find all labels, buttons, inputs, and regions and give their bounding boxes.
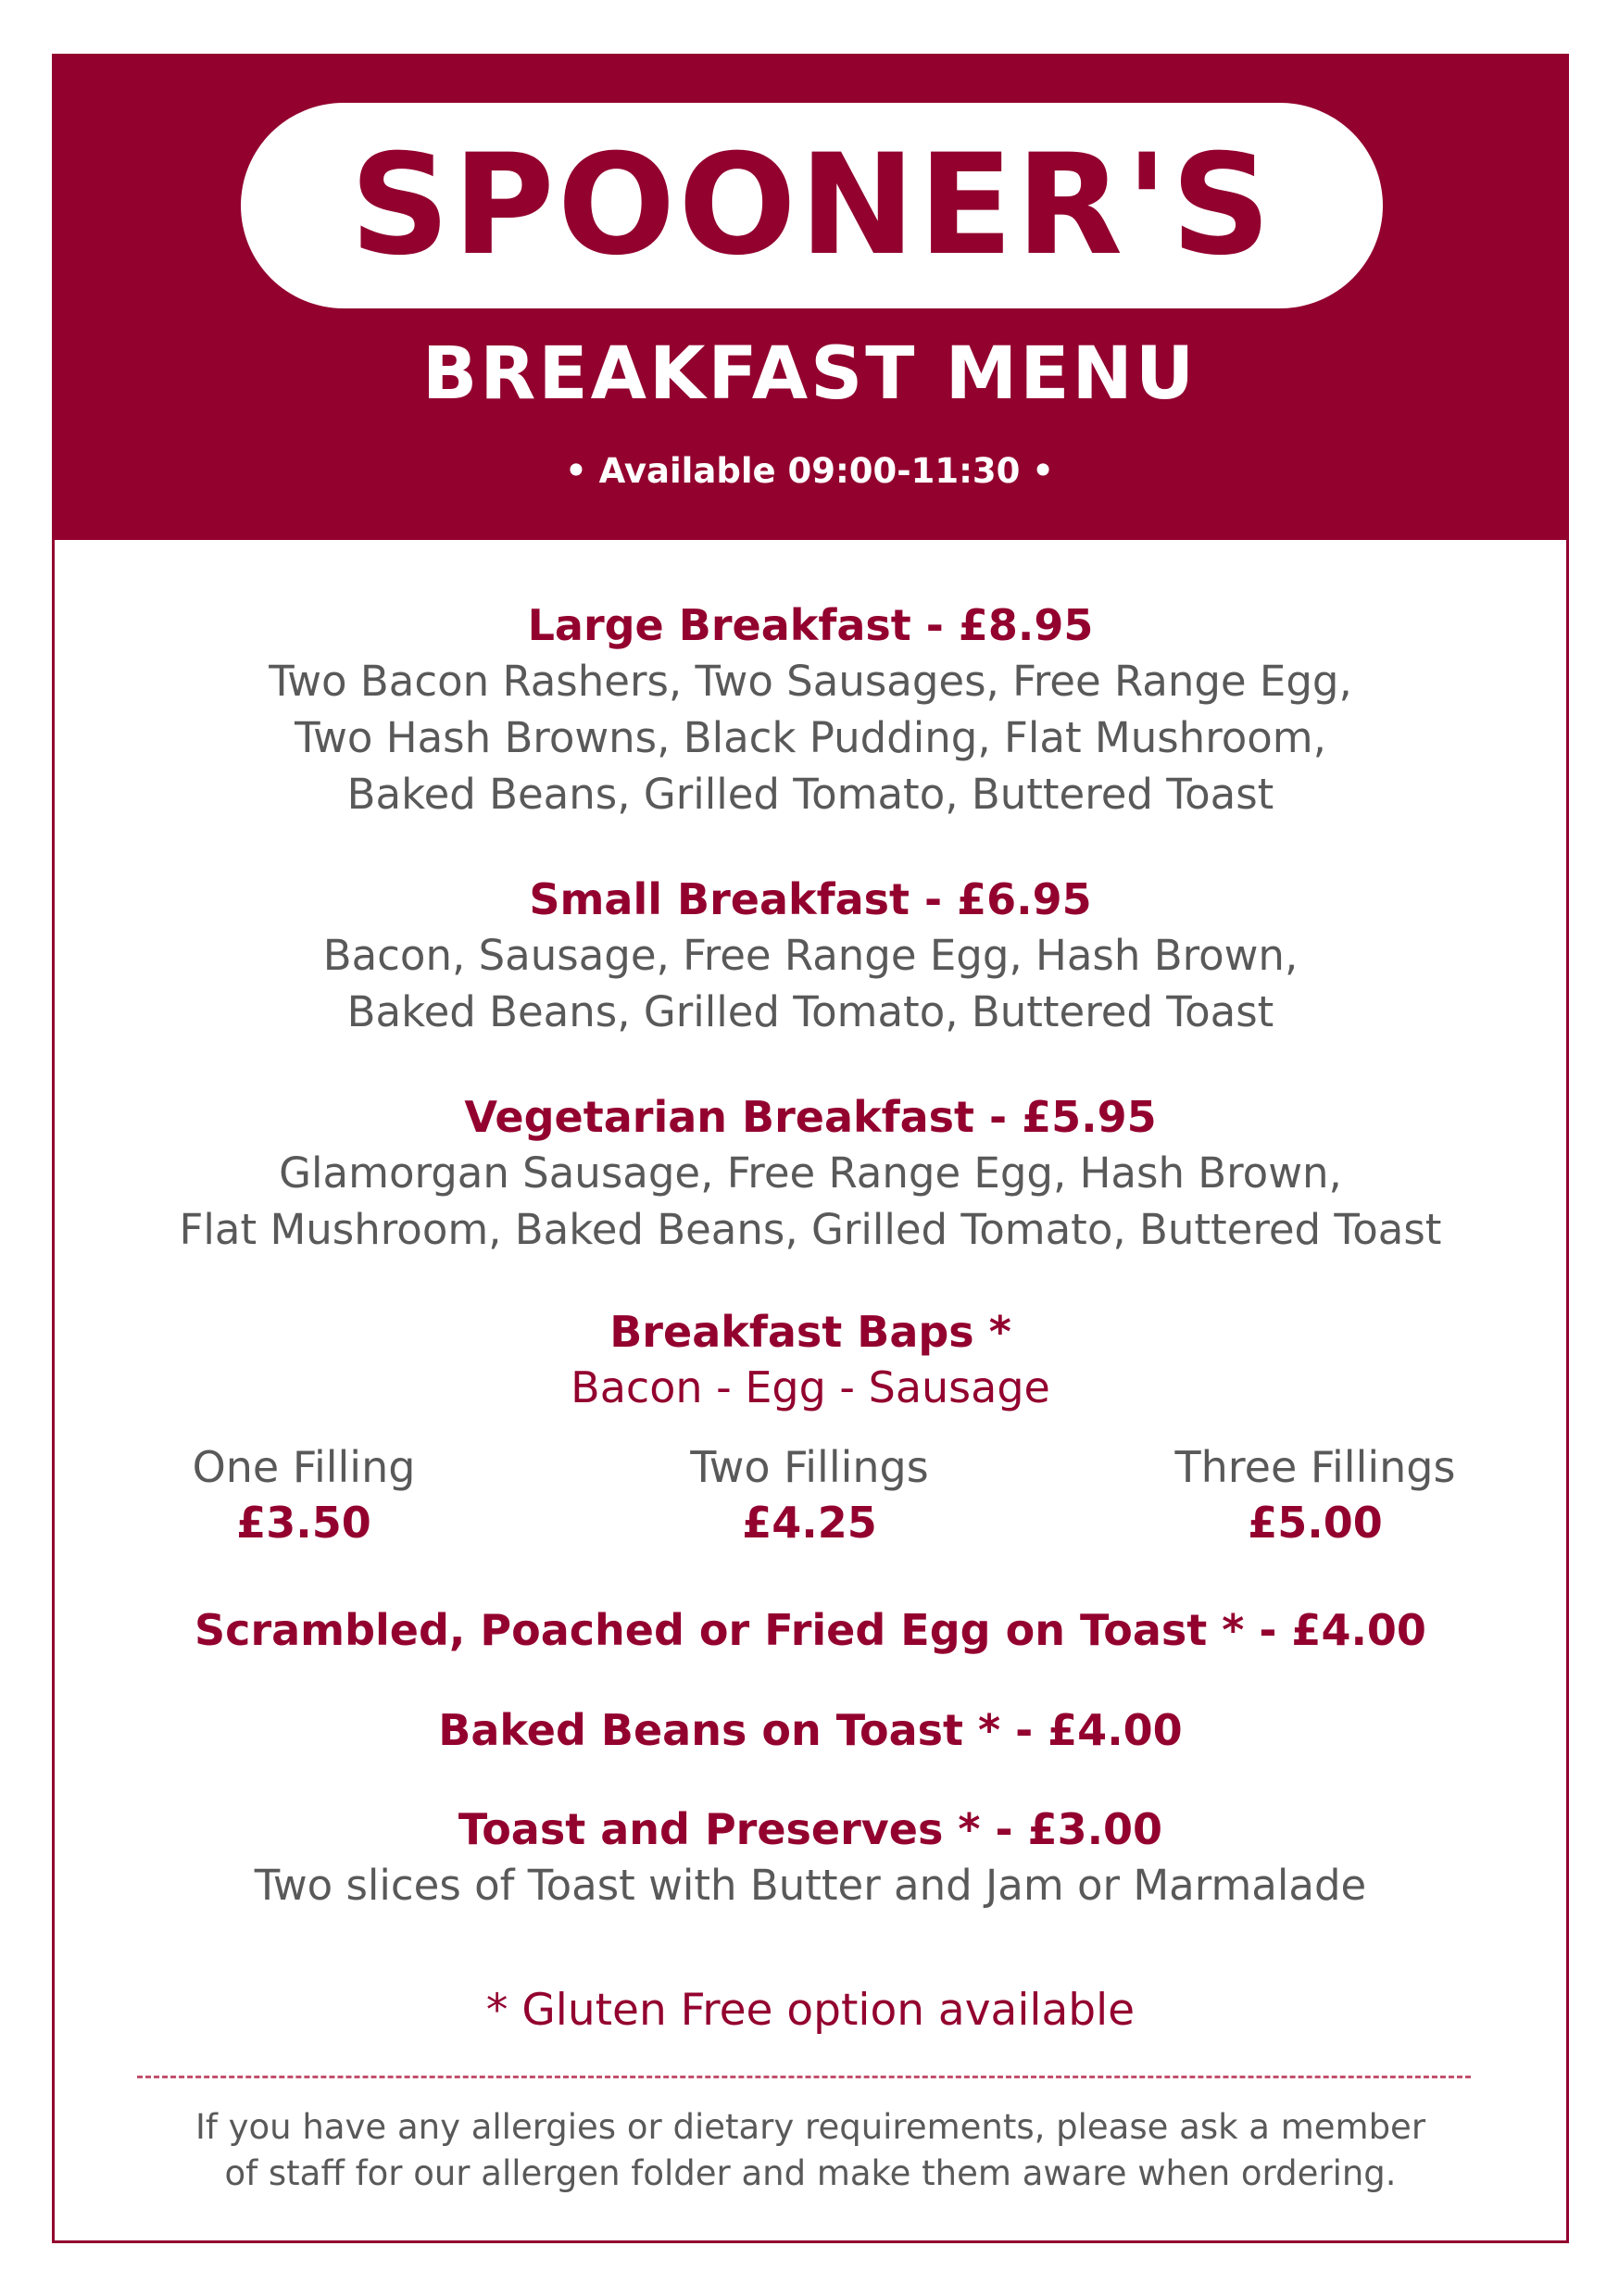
item-title: Small Breakfast - £6.95: [529, 874, 1092, 924]
item-desc-line: Bacon, Sausage, Free Range Egg, Hash Brown,: [322, 931, 1299, 980]
gluten-free-text: * Gluten Free option available: [485, 1985, 1136, 2036]
menu-item-small-breakfast: [52, 872, 1569, 1040]
item-title: Toast and Preserves * - £3.00: [458, 1804, 1163, 1854]
item-title: Baked Beans on Toast * - £4.00: [438, 1705, 1183, 1755]
menu-title: BREAKFAST MENU: [421, 332, 1198, 416]
baps-option-price: £4.25: [742, 1498, 877, 1548]
item-desc-line: Glamorgan Sausage, Free Range Egg, Hash Brown,: [279, 1148, 1342, 1198]
logo-pill: [241, 103, 1383, 308]
menu-item-vegetarian-breakfast: [52, 1089, 1569, 1258]
baps-option-label: Two Fillings: [690, 1442, 929, 1492]
menu-item-beans-on-toast: [52, 1702, 1569, 1758]
item-title: Vegetarian Breakfast - £5.95: [464, 1092, 1157, 1142]
baps-fillings: Bacon - Egg - Sausage: [571, 1362, 1050, 1412]
item-title: Breakfast Baps *: [609, 1307, 1011, 1357]
item-desc-line: Baked Beans, Grilled Tomato, Buttered Toast: [346, 987, 1274, 1036]
item-desc-line: Baked Beans, Grilled Tomato, Buttered Toast: [346, 770, 1274, 819]
item-title: Large Breakfast - £8.95: [527, 600, 1094, 650]
availability-hours: • Available 09:00-11:30 •: [565, 451, 1054, 491]
item-desc-line: Two Hash Browns, Black Pudding, Flat Mushroom,: [295, 713, 1326, 762]
item-desc-line: Two Bacon Rashers, Two Sausages, Free Range Egg,: [269, 657, 1352, 706]
baps-option-label: One Filling: [192, 1442, 416, 1492]
baps-option-three: [1084, 1439, 1547, 1550]
baps-option-price: £3.50: [236, 1498, 371, 1548]
menu-item-eggs-on-toast: [52, 1602, 1569, 1658]
allergy-note-line: If you have any allergies or dietary requirements, please ask a member: [195, 2107, 1426, 2147]
menu-item-toast-preserves: [52, 1801, 1569, 1913]
baps-option-label: Three Fillings: [1174, 1442, 1456, 1492]
menu-item-breakfast-baps: [52, 1304, 1569, 1415]
gluten-free-note: [52, 1983, 1569, 2039]
item-title: Scrambled, Poached or Fried Egg on Toast * - £4.00: [195, 1605, 1426, 1655]
baps-option-one: [72, 1439, 535, 1550]
baps-option-price: £5.00: [1248, 1498, 1383, 1548]
restaurant-logo: SPOONER'S: [349, 125, 1274, 286]
allergy-note-line: of staff for our allergen folder and make them aware when ordering.: [224, 2153, 1397, 2193]
dashed-divider: [137, 2076, 1471, 2078]
item-desc-line: Two slices of Toast with Butter and Jam or Marmalade: [254, 1861, 1367, 1910]
allergy-note: [52, 2104, 1569, 2197]
item-desc-line: Flat Mushroom, Baked Beans, Grilled Tomato, Buttered Toast: [179, 1205, 1442, 1254]
baps-option-two: [578, 1439, 1041, 1550]
menu-item-large-breakfast: [52, 597, 1569, 822]
